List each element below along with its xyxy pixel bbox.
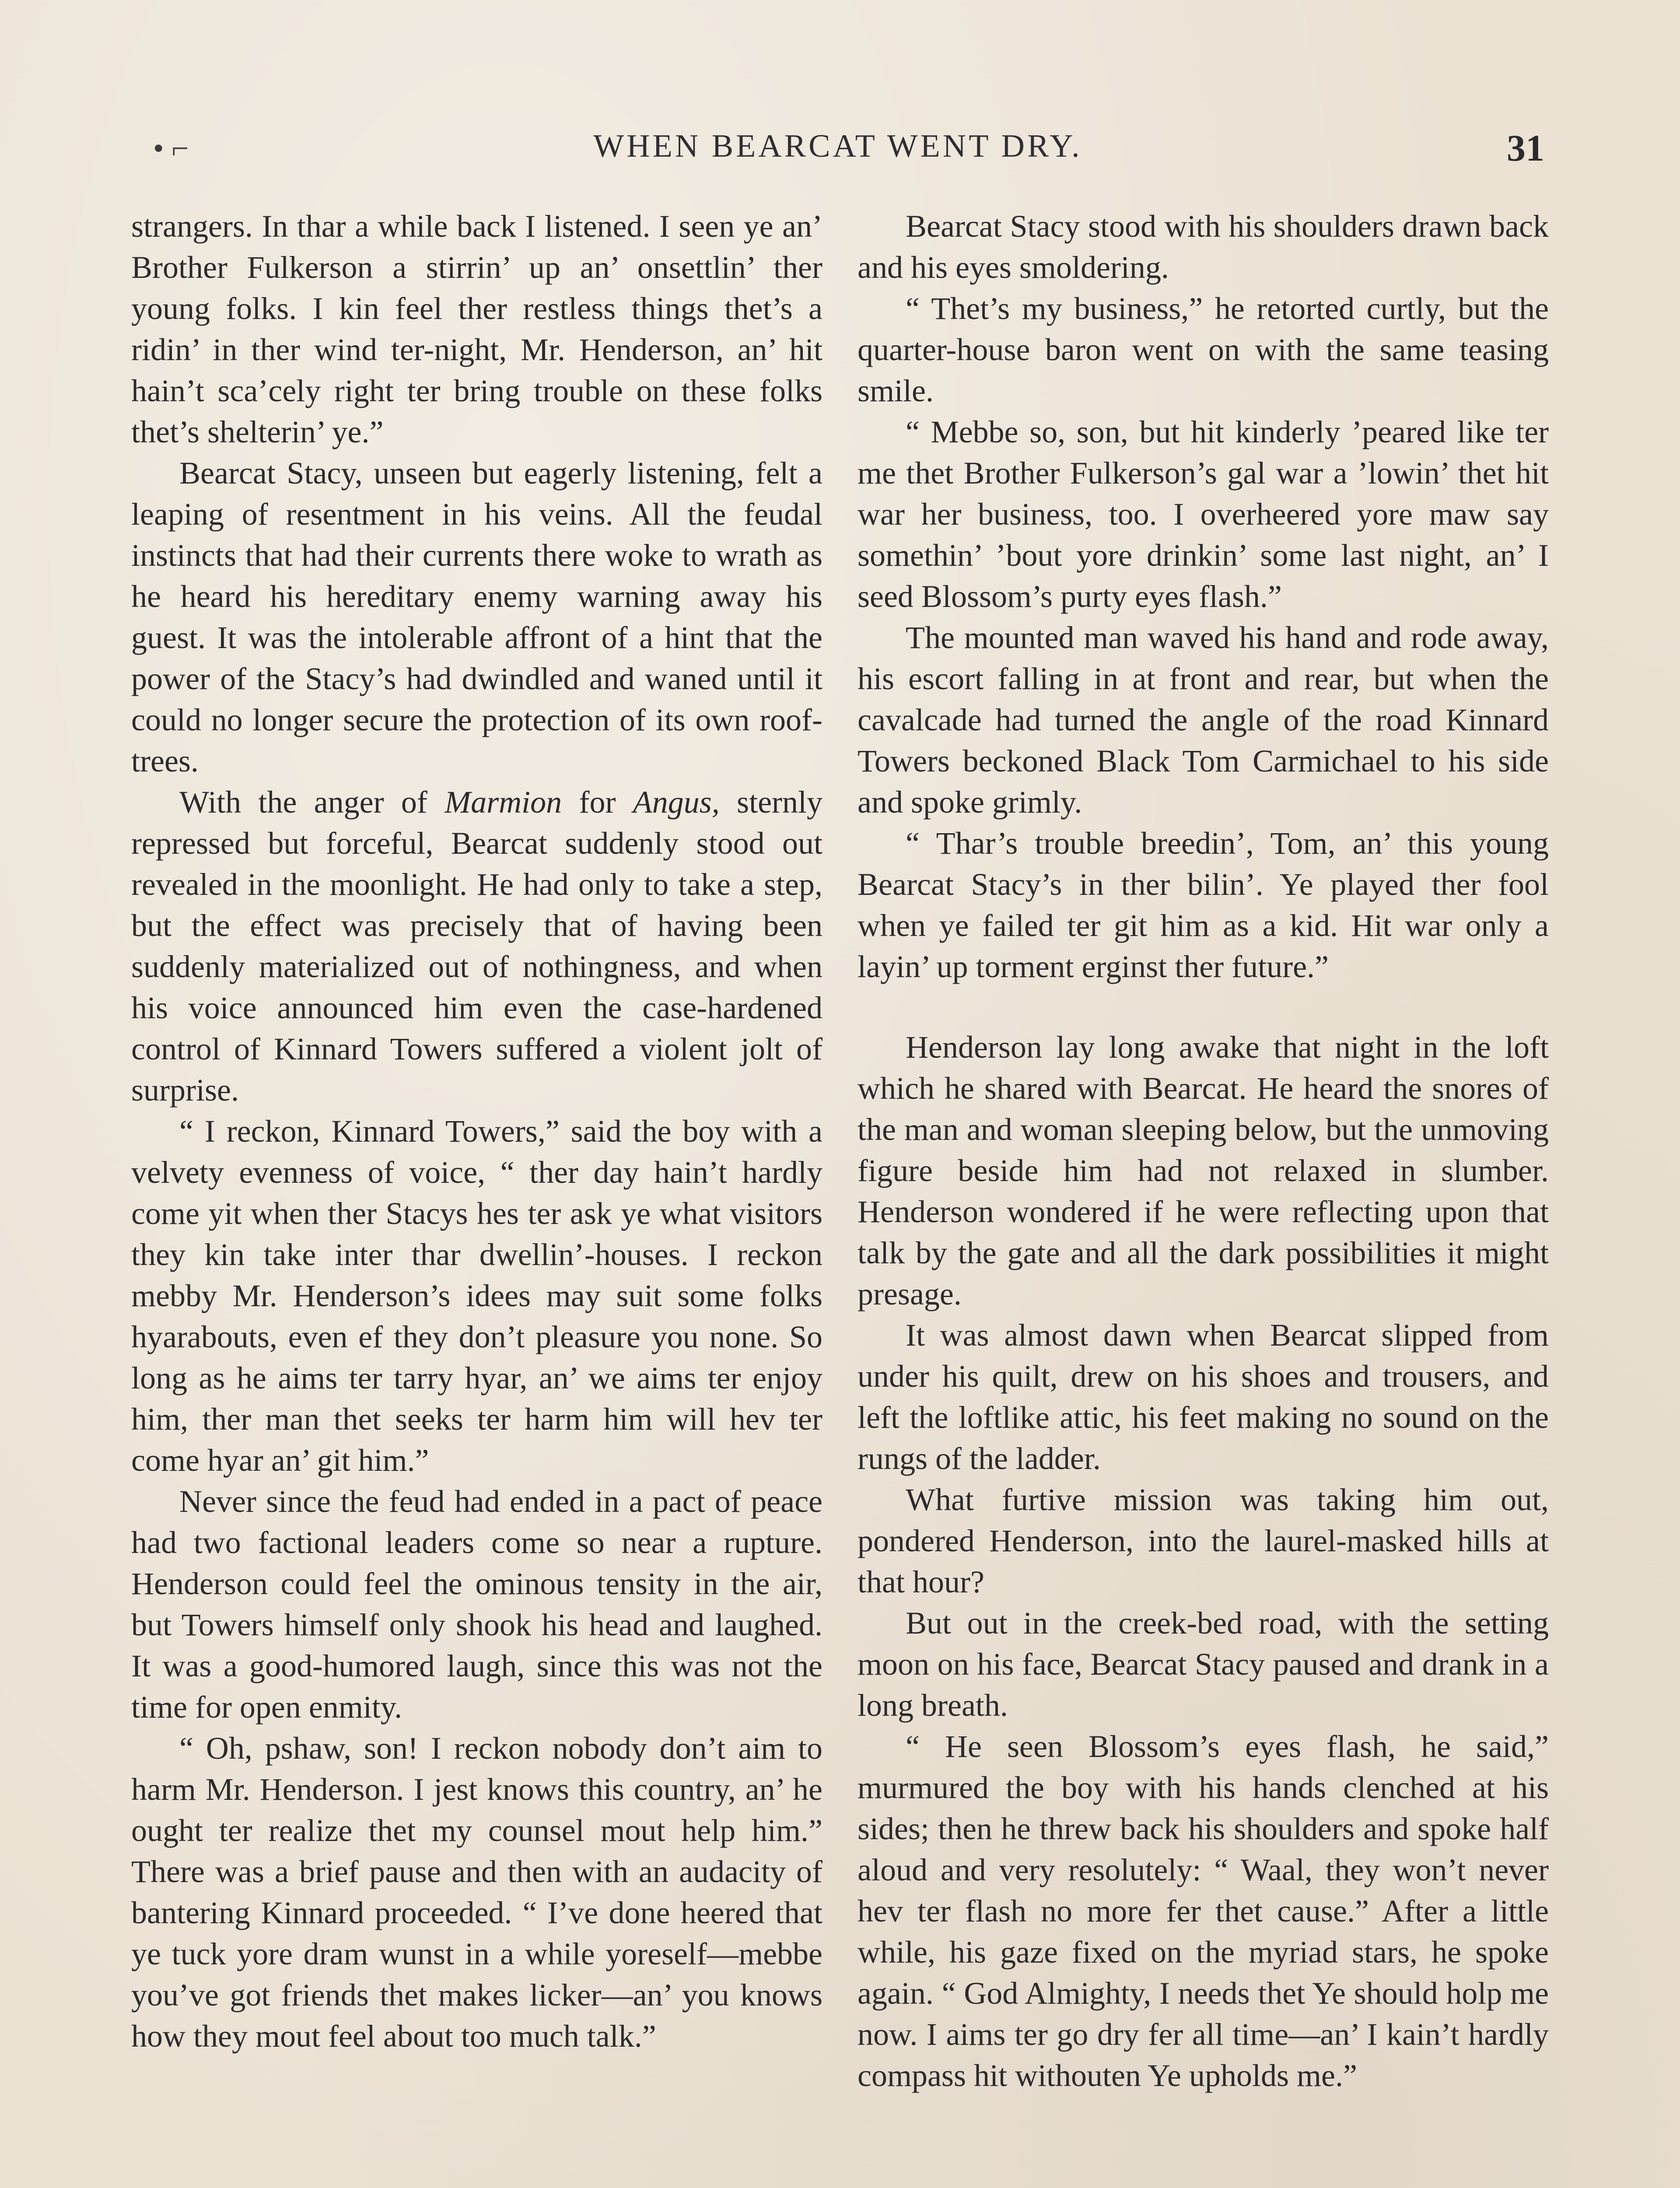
paragraph: Bearcat Stacy stood with his shoulders drawn back and his eyes smoldering. (858, 209, 1549, 285)
paragraph: “ Thet’s my business,” he retorted curtly, but the quarter-house baron went on with the same teasing smile. (858, 291, 1549, 408)
page-number: 31 (1507, 127, 1544, 169)
paragraph-marmion (131, 782, 822, 1111)
page-title: WHEN BEARCAT WENT DRY. (593, 128, 1082, 164)
header-mark: • ⌐ (153, 132, 189, 165)
running-header (131, 128, 1544, 176)
angus-italic: Angus, (633, 785, 720, 820)
paragraph: What furtive mission was taking him out, pondered Henderson, into the laurel-masked hills at that hour? (858, 1482, 1549, 1599)
paragraph: But out in the creek-bed road, with the setting moon on his face, Bearcat Stacy paused and drank in a long breath. (858, 1606, 1549, 1723)
left-column (131, 206, 822, 2057)
marmion-lead: With the anger of (179, 785, 445, 820)
paragraph: Bearcat Stacy, unseen but eagerly listening, felt a leaping of resentment in his veins. All the feudal instincts that had their currents there woke to wrath as he heard his hereditary enemy warning away his guest. It was the intolerable affront of a hint that the power of the Stacy’s had dwindled and waned until it could no longer secure the protection of its own roof-trees. (131, 456, 822, 778)
paragraph: Henderson lay long awake that night in the loft which he shared with Bearcat. He heard the snores of the man and woman sleeping below, but the unmoving figure beside him had not relaxed in slumber. Henderson wondered if he were reflecting upon that talk by the gate and all the dark possibilities it might presage. (858, 1030, 1549, 1311)
paragraph-rest: sternly repressed but forceful, Bearcat suddenly stood out revealed in the moonlight. He had only to take a step, but the effect was precisely that of having been suddenly materialized out of nothingness, and when his voice announced him even the case-hardened control of Kinnard Towers suffered a violent jolt of surprise. (131, 785, 823, 1108)
paragraph: Never since the feud had ended in a pact of peace had two factional leaders come so near a rupture. Henderson could feel the ominous tensity in the air, but Towers himself only shook his head and laughed. It was a good-humored laugh, since this was not the time for open enmity. (131, 1484, 822, 1725)
right-column (858, 206, 1549, 2096)
paragraph: “ He seen Blossom’s eyes flash, he said,” murmured the boy with his hands clenched at his sides; then he threw back his shoulders and spoke half aloud and very resolutely: “ Waal, they won’t never hev ter flash no more fer thet cause.” After a little while, his gaze fixed on the myriad stars, he spoke again. “ God Almighty, I needs thet Ye should holp me now. I aims ter go dry fer all time—an’ I kain’t hardly compass hit withouten Ye upholds me.” (858, 1729, 1549, 2093)
marmion-italic: Marmion (444, 785, 562, 820)
paragraph: “ I reckon, Kinnard Towers,” said the boy with a velvety evenness of voice, “ ther day hain’t hardly come yit when ther Stacys hes ter ask ye what visitors they kin take inter thar dwellin’-houses. I reckon mebby Mr. Henderson’s idees may suit some folks hyarabouts, even ef they don’t pleasure you none. So long as he aims ter tarry hyar, an’ we aims ter enjoy him, ther man thet seeks ter harm him will hev ter come hyar an’ git him.” (131, 1114, 822, 1478)
paragraph: “ Mebbe so, son, but hit kinderly ’peared like ter me thet Brother Fulkerson’s gal war a ’lowin’ thet hit war her business, too. I overheered yore maw say somethin’ ’bout yore drinkin’ some last night, an’ I seed Blossom’s purty eyes flash.” (858, 414, 1549, 614)
paragraph: The mounted man waved his hand and rode away, his escort falling in at front and rear, but when the cavalcade had turned the angle of the road Kinnard Towers beckoned Black Tom Carmichael to his side and spoke grimly. (858, 620, 1549, 820)
paragraph: strangers. In thar a while back I listened. I seen ye an’ Brother Fulkerson a stirrin’ up an’ onsettlin’ ther young folks. I kin feel ther restless things thet’s a ridin’ in ther wind ter-night, Mr. Henderson, an’ hit hain’t sca’cely right ter bring trouble on these folks thet’s shelterin’ ye.” (131, 209, 822, 449)
marmion-for: for (562, 785, 633, 820)
paragraph: “ Oh, pshaw, son! I reckon nobody don’t aim to harm Mr. Henderson. I jest knows this country, an’ he ought ter realize thet my counsel mout help him.” There was a brief pause and then with an audacity of bantering Kinnard proceeded. “ I’ve done heered that ye tuck yore dram wunst in a while yoreself—mebbe you’ve got friends thet makes licker—an’ you knows how they mout feel about too much talk.” (131, 1731, 822, 2054)
paragraph: “ Thar’s trouble breedin’, Tom, an’ this young Bearcat Stacy’s in ther bilin’. Ye played ther fool when ye failed ter git him as a kid. Hit war only a layin’ up torment erginst ther future.” (858, 826, 1549, 984)
paragraph: It was almost dawn when Bearcat slipped from under his quilt, drew on his shoes and trousers, and left the loftlike attic, his feet making no sound on the rungs of the ladder. (858, 1318, 1549, 1476)
